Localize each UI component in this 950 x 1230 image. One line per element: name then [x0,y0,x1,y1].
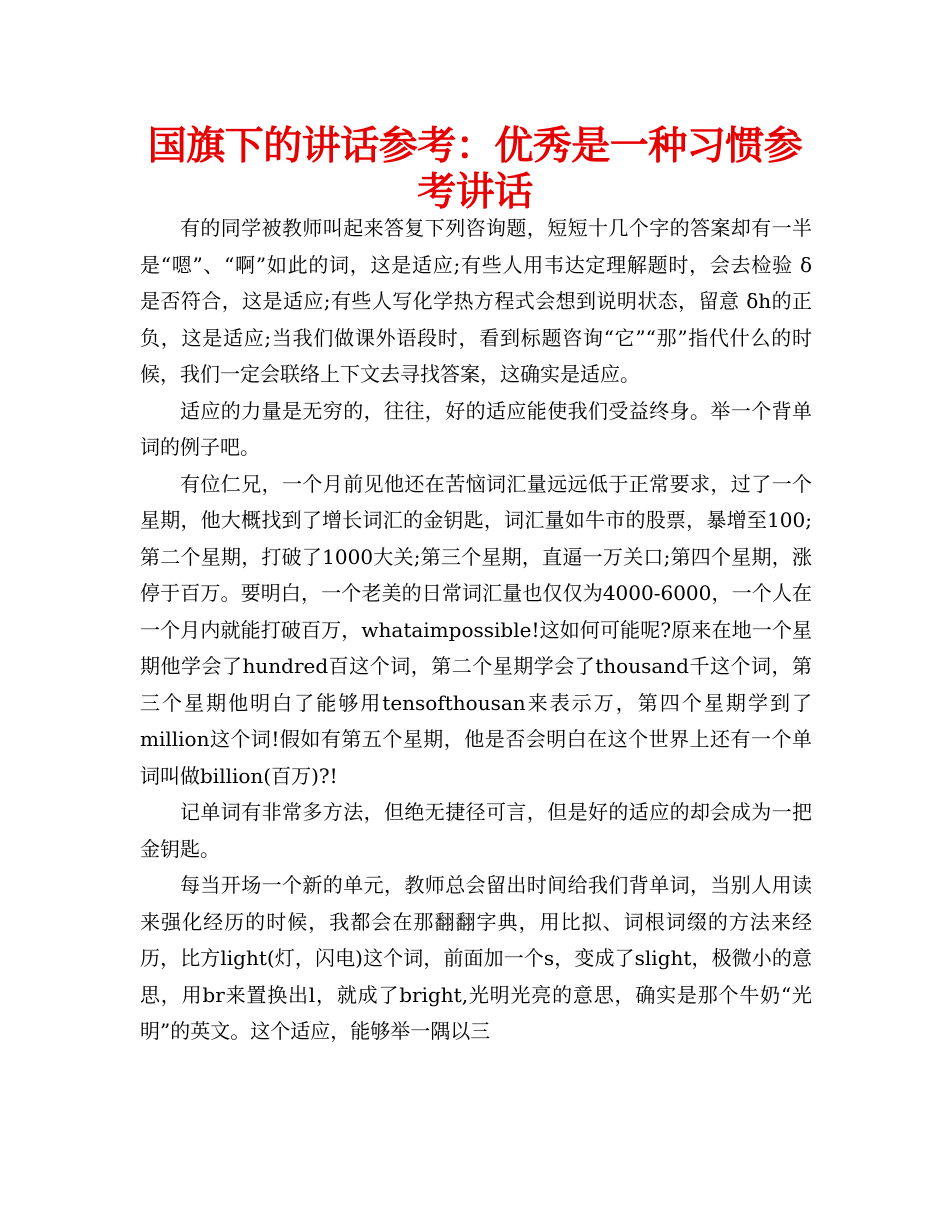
paragraph: 记单词有非常多方法，但绝无捷径可言，但是好的适应的却会成为一把金钥匙。 [140,800,812,861]
document-title: 国旗下的讲话参考：优秀是一种习惯参考讲话 [147,124,803,215]
paragraph: 有的同学被教师叫起来答复下列咨询题，短短十几个字的答案却有一半是“嗯”、“啊”如此的词，这是适应;有些人用韦达定理解题时，会去检验 δ 是否符合，这是适应;有些人写化学热方程式会想到说明状态，留意 δh的正负，这是适应;当我们做课外语段时，看到标题咨询“它”“那”指代什么的时候，我们一定会联络上下文去寻找答案，这确实是适应。 [140,216,812,386]
paragraph: 有位仁兄，一个月前见他还在苦恼词汇量远远低于正常要求，过了一个星期，他大概找到了增长词汇的金钥匙，词汇量如牛市的股票，暴增至100;第二个星期，打破了1000大关;第三个星期，直逼一万关口;第四个星期，涨停于百万。要明白，一个老美的日常词汇量也仅仅为4000-6000，一个人在一个月内就能打破百万，whataimpossible!这如何可能呢?原来在地一个星期他学会了hundred百这个词，第二个星期学会了thousand千这个词，第三个星期他明白了能够用tensofthousan来表示万，第四个星期学到了million这个词!假如有第五个星期，他是否会明白在这个世界上还有一个单词叫做billion(百万)?! [140,471,812,788]
document-body [140,210,812,1050]
paragraph: 适应的力量是无穷的，往往，好的适应能使我们受益终身。举一个背单词的例子吧。 [140,398,812,459]
paragraph: 每当开场一个新的单元，教师总会留出时间给我们背单词，当别人用读来强化经历的时候，我都会在那翻翻字典，用比拟、词根词缀的方法来经历，比方light(灯，闪电)这个词，前面加一个s，变成了slight，极微小的意思，用br来置换出l，就成了bright,光明光亮的意思，确实是那个牛奶“光明”的英文。这个适应，能够举一隅以三 [140,873,812,1043]
